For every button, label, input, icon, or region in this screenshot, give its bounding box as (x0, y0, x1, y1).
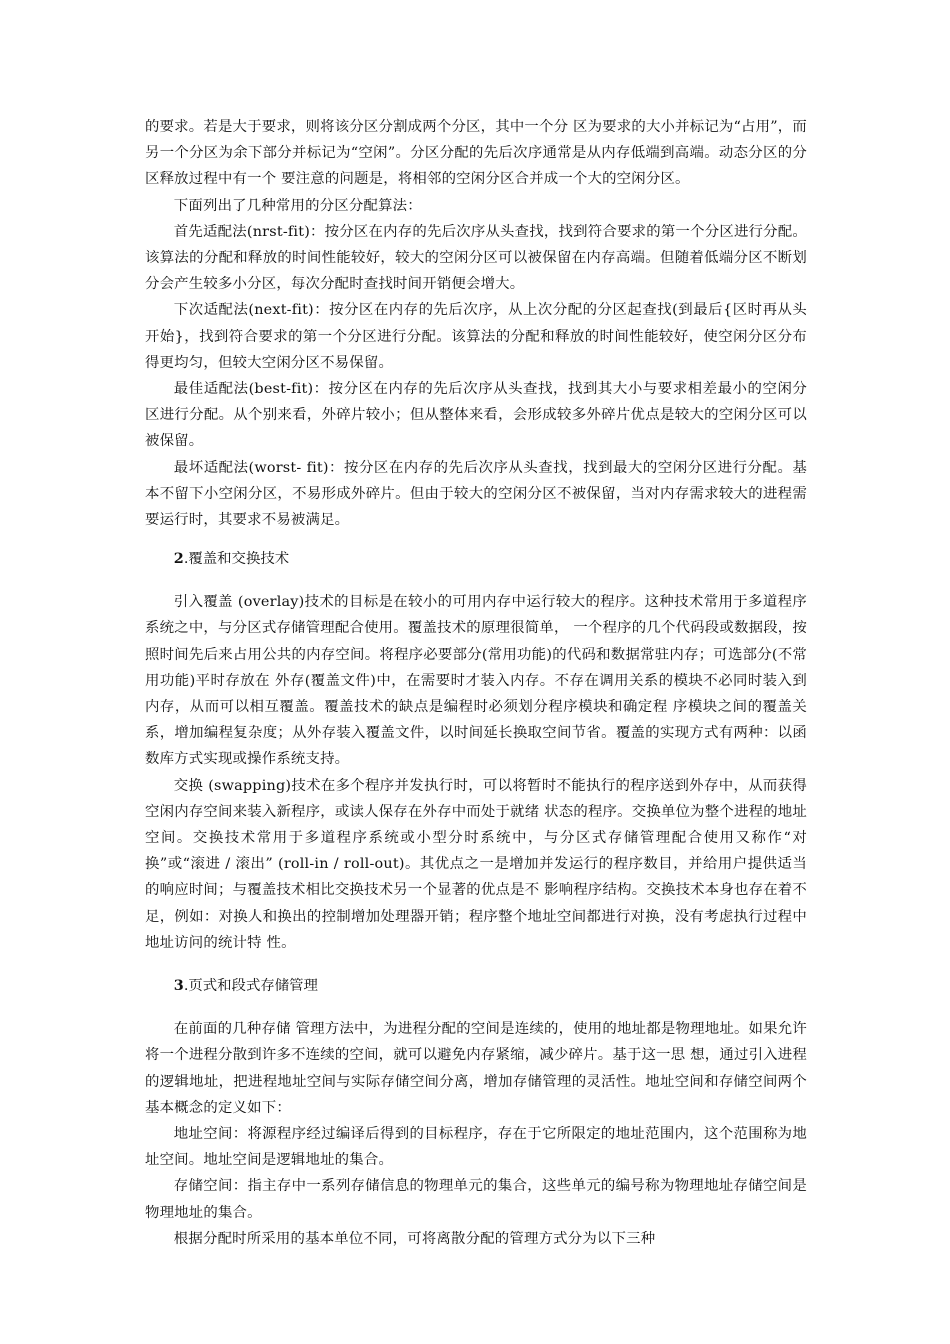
paragraph-address-space: 地址空间：将源程序经过编译后得到的目标程序，存在于它所限定的地址范围内，这个范围称为地址空间。地址空间是逻辑地址的集合。 (145, 1125, 807, 1169)
paragraph-algorithms-intro: 下面列出了几种常用的分区分配算法： (173, 197, 422, 214)
paragraph-next-fit: 下次适配法(next-fit)：按分区在内存的先后次序，从上次分配的分区起查找(到最后{区时再从头开始}，找到符合要求的第一个分区进行分配。该算法的分配和释放的时间性能较好，使空闲分区分布得更均匀，但较大空闲分区不易保留。 (145, 302, 807, 371)
paragraph-swapping: 交换 (swapping)技术在多个程序并发执行时，可以将暂时不能执行的程序送到外存中，从而获得空闲内存空间来装入新程序，或读人保存在外存中而处于就绪 状态的程序。交换单位为整个进程的地址空间。交换技术常用于多道程序系统或小型分时系统中，与分区式存储管理配合使用又称作“对换”或“滚进 / 滚出” (roll-in / roll-out)。其优点之一是增加并发运行的程序数目，并给用户提供适当的响应时间；与覆盖技术相比交换技术另一个显著的优点是不 影响程序结构。交换技术本身也存在着不足，例如：对换人和换出的控制增加处理器开销；程序整个地址空间都进行对换，没有考虑执行过程中地址访问的统计特 性。 (145, 777, 807, 951)
paragraph-storage-space: 存储空间：指主存中一系列存储信息的物理单元的集合，这些单元的编号称为物理地址存储空间是物理地址的集合。 (145, 1178, 807, 1221)
paragraph-allocation-modes: 根据分配时所采用的基本单位不同，可将离散分配的管理方式分为以下三种 (173, 1230, 656, 1247)
document-page (145, 114, 807, 1252)
paragraph-discrete-allocation: 在前面的几种存储 管理方法中，为进程分配的空间是连续的，使用的地址都是物理地址。如果允许将一个进程分散到许多不连续的空间，就可以避免内存紧缩，减少碎片。基于这一思 想，通过引入进程的逻辑地址，把进程地址空间与实际存储空间分离，增加存储管理的灵活性。地址空间和存储空间两个基本概念的定义如下： (145, 1021, 807, 1116)
paragraph-first-fit: 首先适配法(nrst-fit)：按分区在内存的先后次序从头查找，找到符合要求的第一个分区进行分配。该算法的分配和释放的时间性能较好，较大的空闲分区可以被保留在内存高端。但随着低端分区不断划分会产生较多小分区，每次分配时查找时间开销便会增大。 (145, 223, 807, 293)
paragraph-partition-allocation: 的要求。若是大于要求，则将该分区分割成两个分区，其中一个分 区为要求的大小并标记为“占用”，而另一个分区为余下部分并标记为“空闲”。分区分配的先后次序通常是从内存低端到高端。动态分区的分区释放过程中有一个 要注意的问题是，将相邻的空闲分区合并成一个大的空闲分区。 (145, 119, 807, 188)
section-heading-overlay-swapping (145, 546, 807, 572)
section-heading-paging-segmentation (145, 973, 807, 999)
section-number: 3 (173, 977, 184, 995)
paragraph-worst-fit: 最坏适配法(worst- fit)：按分区在内存的先后次序从头查找，找到最大的空闲分区进行分配。基本不留下小空闲分区，不易形成外碎片。但由于较大的空闲分区不被保留，当对内存需求较大的进程需要运行时，其要求不易被满足。 (145, 459, 807, 529)
paragraph-overlay: 引入覆盖 (overlay)技术的目标是在较小的可用内存中运行较大的程序。这种技术常用于多道程序系统之中，与分区式存储管理配合使用。覆盖技术的原理很简单， 一个程序的几个代码段或数据段，按照时间先后来占用公共的内存空间。将程序必要部分(常用功能)的代码和数据常驻内存；可选部分(不常用功能)平时存放在 外存(覆盖文件)中，在需要时才装入内存。不存在调用关系的模块不必同时装入到内存，从而可以相互覆盖。覆盖技术的缺点是编程时必须划分程序模块和确定程 序模块之间的覆盖关系，增加编程复杂度；从外存装入覆盖文件，以时间延长换取空间节省。覆盖的实现方式有两种：以函数库方式实现或操作系统支持。 (145, 594, 807, 768)
paragraph-best-fit: 最佳适配法(best-fit)：按分区在内存的先后次序从头查找，找到其大小与要求相差最小的空闲分区进行分配。从个别来看，外碎片较小；但从整体来看，会形成较多外碎片优点是较大的空闲分区可以被保留。 (145, 381, 807, 450)
section-title: .页式和段式存储管理 (183, 978, 318, 995)
section-number: 2 (173, 550, 184, 568)
section-title: .覆盖和交换技术 (183, 551, 290, 568)
